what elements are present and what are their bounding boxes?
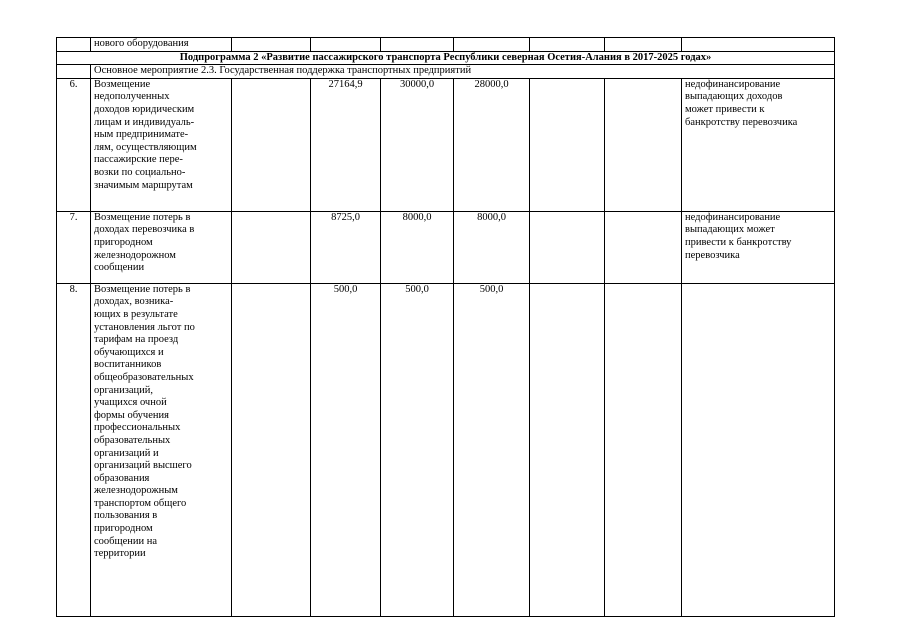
main-event-row	[57, 65, 835, 79]
table-row	[57, 78, 835, 211]
cell-value: 500,0	[454, 283, 530, 616]
cell-value: 28000,0	[454, 78, 530, 211]
cell-value: 8000,0	[454, 211, 530, 283]
subprogram-row	[57, 51, 835, 65]
cell-name: Возмещение потерь в доходах, возника- ющих в результате установления льгот по тарифам на проезд обучающихся и воспитанников общеобразовательных организаций, учащихся очной формы обучения профессиональных образовательных организаций и организаций высшего образования железнодорожным транспортом общего пользования в пригородном сообщении на территории	[91, 283, 232, 616]
cell-note	[682, 283, 835, 616]
cell-value: 500,0	[381, 283, 454, 616]
table-row	[57, 38, 835, 52]
subprogram-heading	[57, 51, 835, 65]
subprogram-title: «Развитие пассажирского транспорта Республики северная Осетия-Алания в 2017-2025 годах»	[261, 51, 712, 63]
row-number: 7.	[57, 211, 91, 283]
cell-note: недофинансирование выпадающих доходов может привести к банкротству перевозчика	[682, 78, 835, 211]
cell-value: 30000,0	[381, 78, 454, 211]
cell-value: 27164,9	[311, 78, 381, 211]
cell-name: нового оборудования	[91, 38, 232, 52]
table-row	[57, 211, 835, 283]
row-number: 8.	[57, 283, 91, 616]
cell-value: 500,0	[311, 283, 381, 616]
cell-note: недофинансирование выпадающих может привести к банкротству перевозчика	[682, 211, 835, 283]
main-event-label: Основное мероприятие 2.3. Государственная поддержка транспортных предприятий	[91, 65, 835, 79]
program-table	[56, 37, 835, 617]
table-row	[57, 283, 835, 616]
row-number: 6.	[57, 78, 91, 211]
cell-name: Возмещение недополученных доходов юридическим лицам и индивидуаль- ным предпринимате- лям, осуществляющим пассажирские пере- возки по социально- значимым маршрутам	[91, 78, 232, 211]
cell-value: 8000,0	[381, 211, 454, 283]
cell-value: 8725,0	[311, 211, 381, 283]
cell-name: Возмещение потерь в доходах перевозчика в пригородном железнодорожном сообщении	[91, 211, 232, 283]
subprogram-prefix: Подпрограмма 2	[179, 51, 262, 63]
